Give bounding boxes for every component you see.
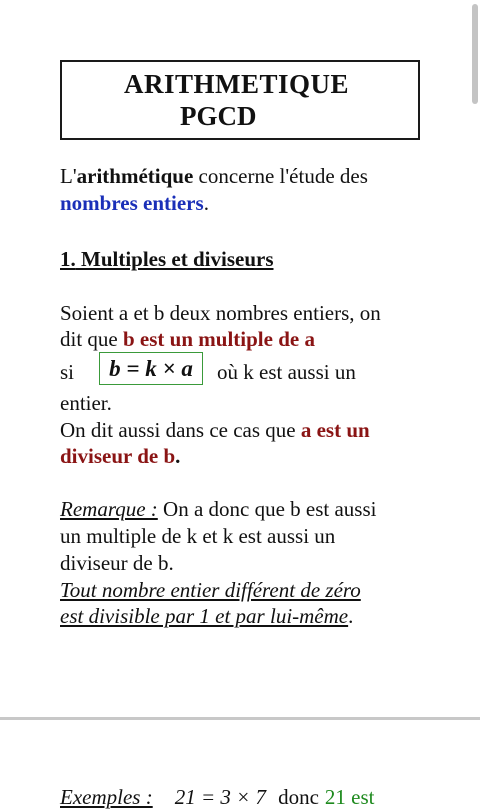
divisor-emphasis-1: a est un <box>300 418 370 442</box>
scrollbar-thumb[interactable] <box>472 4 478 104</box>
remark-italic-2 <box>60 603 353 629</box>
remark-label: Remarque : <box>60 497 158 521</box>
remark-line-2: un multiple de k et k est aussi un <box>60 524 336 548</box>
remark-italic-2-end: . <box>348 604 354 628</box>
examples-formula: 21 = 3 × 7 <box>174 785 267 809</box>
definition-after-formula: où k est aussi un <box>217 360 356 384</box>
divisor-line-1 <box>60 417 370 443</box>
intro-bold-word: arithmétique <box>76 164 194 188</box>
divisor-line-2 <box>60 443 180 469</box>
page-title: ARITHMETIQUE <box>124 69 350 99</box>
intro-prefix: L' <box>60 164 77 188</box>
definition-line-1: Soient a et b deux nombres entiers, on <box>60 301 381 325</box>
section-heading <box>60 246 274 272</box>
intro-line-2 <box>60 190 209 216</box>
intro-middle: concerne l'étude des <box>193 164 368 188</box>
page-subtitle: PGCD <box>180 101 257 131</box>
remark-italic-2-text: est divisible par 1 et par lui-même <box>60 604 349 628</box>
divisor-emphasis-2: diviseur de b <box>60 444 176 468</box>
definition-prefix: dit que <box>60 327 123 351</box>
intro-blue-phrase: nombres entiers <box>60 191 204 215</box>
examples-label: Exemples : <box>60 785 153 809</box>
intro-line-1 <box>60 163 368 189</box>
title-box <box>60 60 420 140</box>
examples-middle: donc <box>278 785 319 809</box>
remark-line-3: diviseur de b. <box>60 551 174 575</box>
intro-end: . <box>203 191 209 215</box>
page-divider <box>0 717 480 720</box>
remark-line-1 <box>60 496 377 522</box>
definition-si: si <box>60 360 75 384</box>
definition-emphasis: b est un multiple de a <box>123 327 315 351</box>
section-title: Multiples et diviseurs <box>75 247 274 271</box>
multiple-formula-box: b = k × a <box>99 352 203 385</box>
remark-italic-1: Tout nombre entier différent de zéro <box>60 578 361 602</box>
definition-entier: entier. <box>60 391 112 415</box>
remark-rest: On a donc que b est aussi <box>157 497 377 521</box>
divisor-prefix: On dit aussi dans ce cas que <box>60 418 301 442</box>
examples-green-text: 21 est <box>324 785 375 809</box>
examples-line <box>60 784 374 810</box>
divisor-end: . <box>175 444 181 468</box>
section-number: 1. <box>60 247 76 271</box>
definition-line-2 <box>60 326 315 352</box>
